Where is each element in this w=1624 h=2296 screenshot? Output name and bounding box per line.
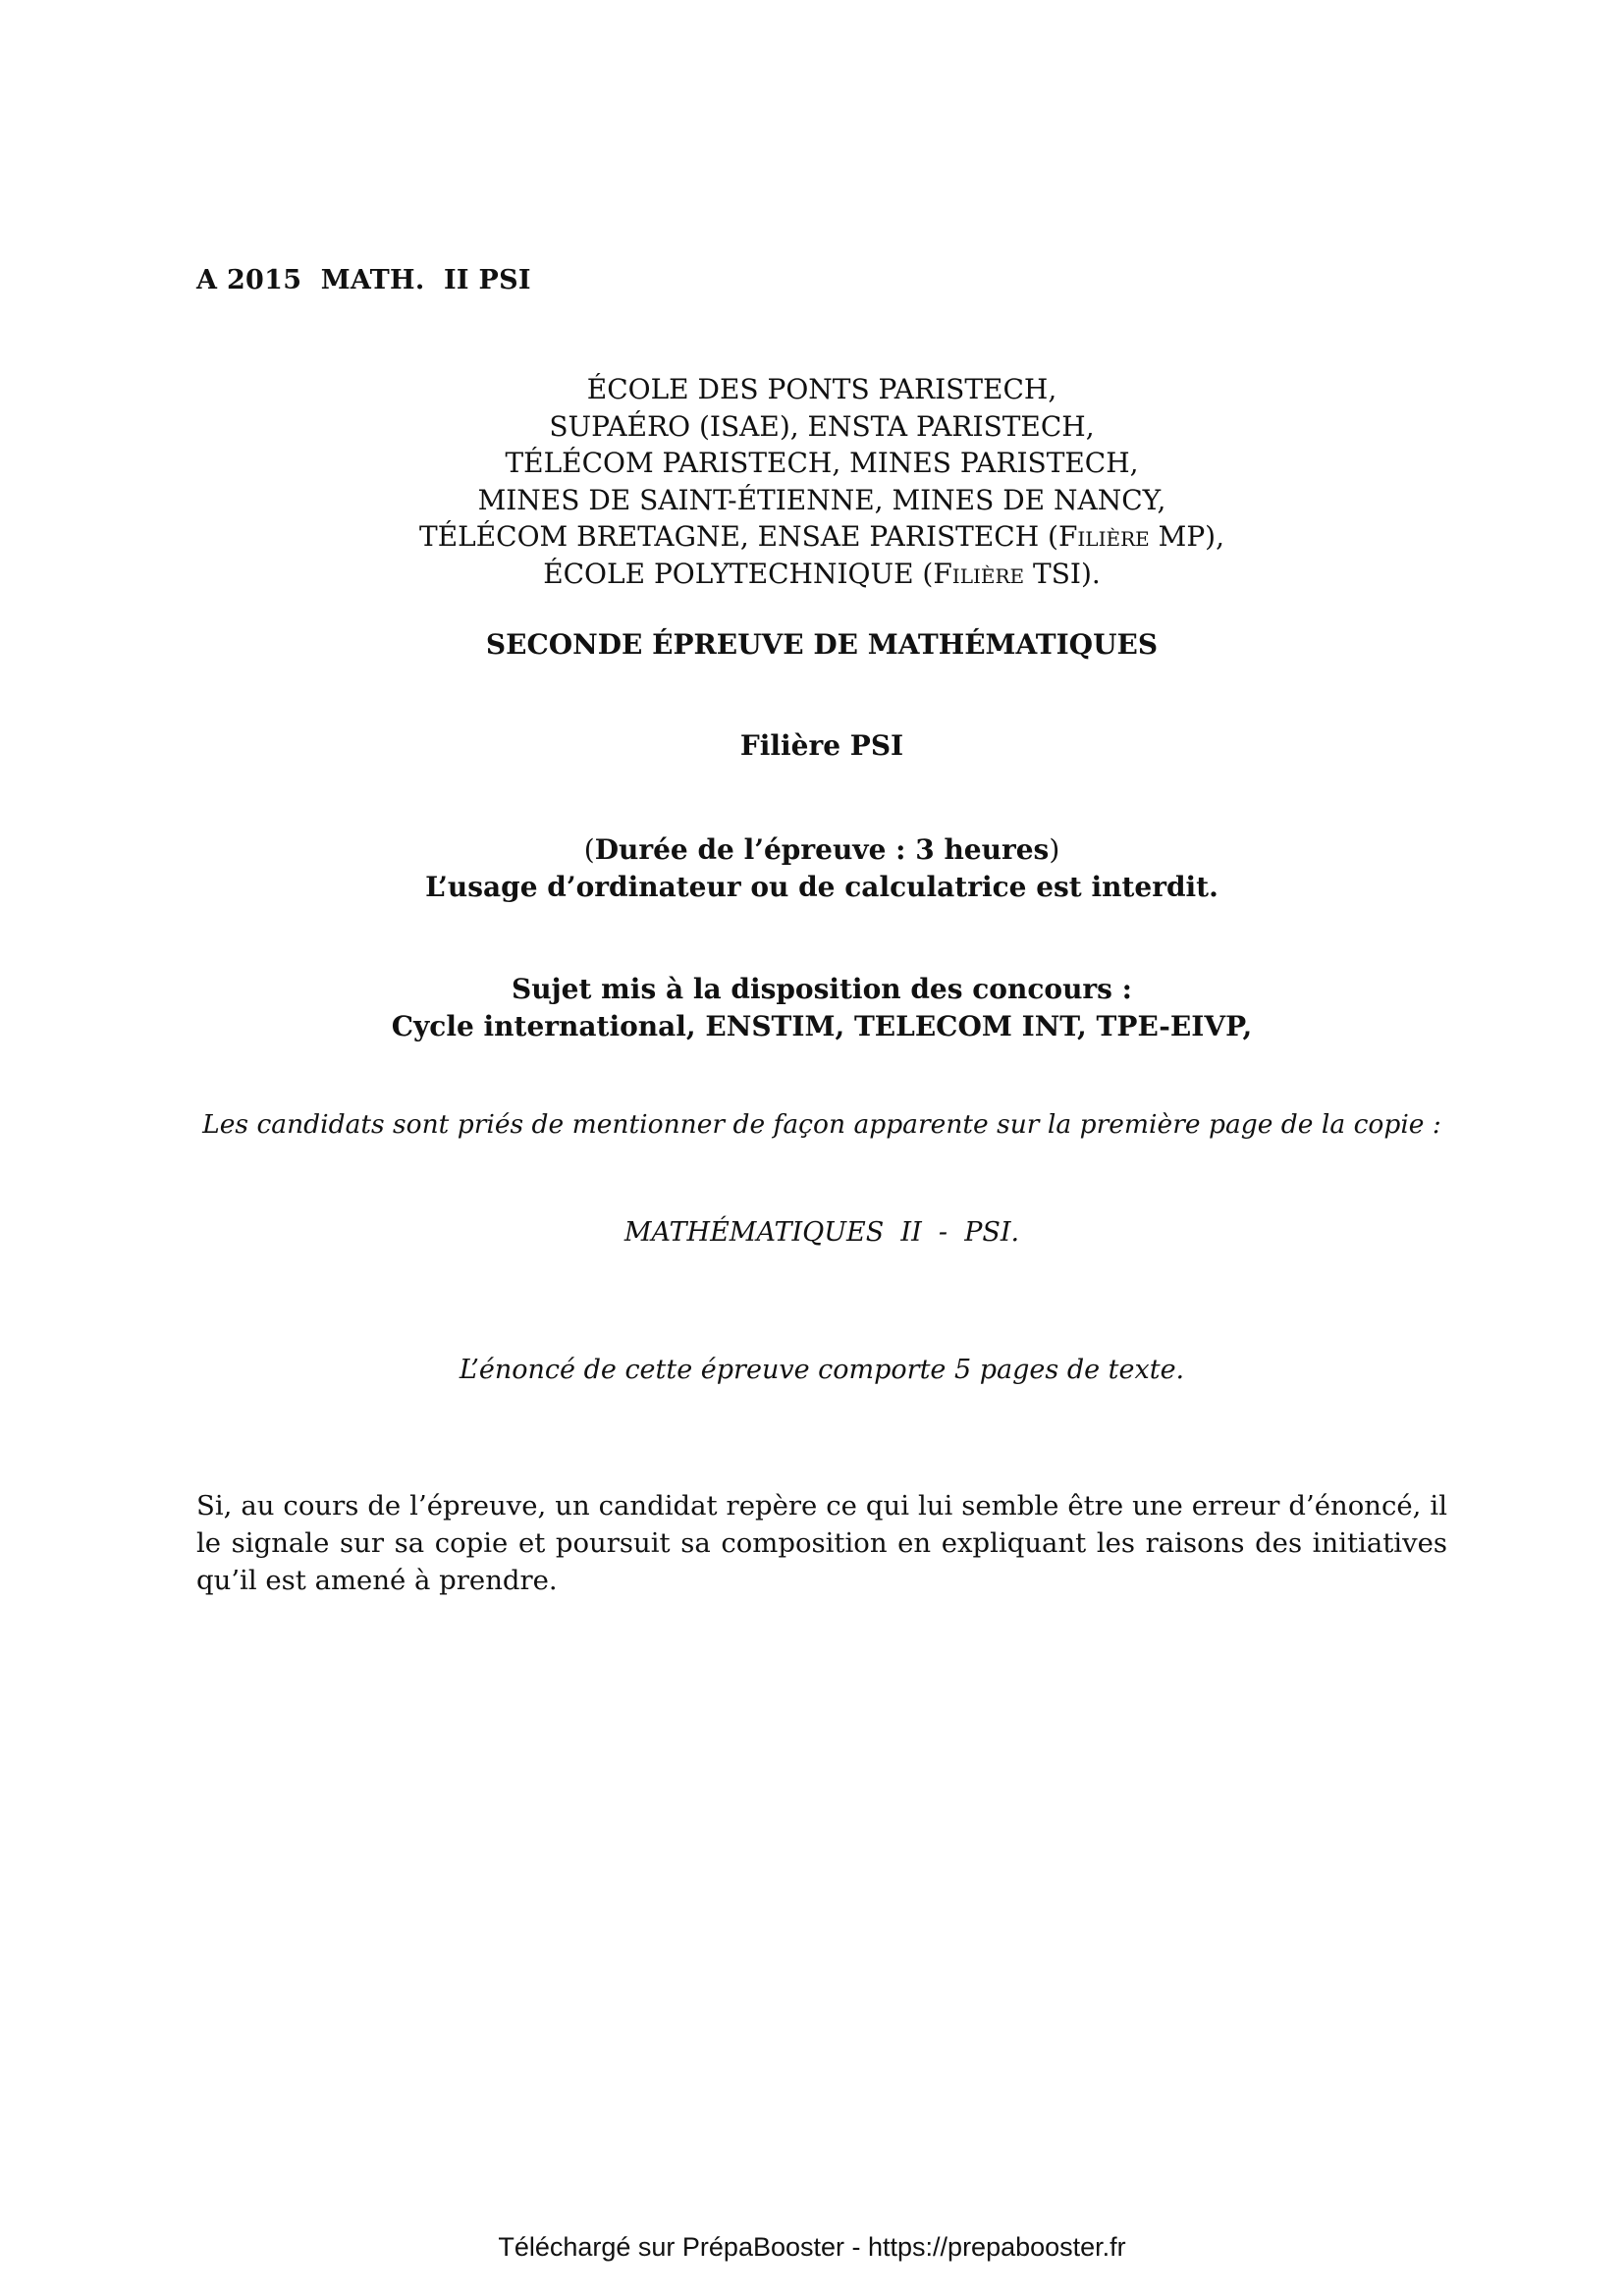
school-line-5-filiere: Filière: [1057, 520, 1150, 553]
school-line-6: [196, 556, 1447, 593]
school-line-1: ÉCOLE DES PONTS PARISTECH,: [586, 373, 1057, 405]
download-footer: Téléchargé sur PrépaBooster - https://prepabooster.fr: [498, 2232, 1126, 2262]
school-line-6-suffix: TSI).: [1024, 557, 1101, 590]
duration-open-paren: (: [583, 833, 595, 866]
exam-duration-block: [196, 831, 1447, 906]
error-notice: Si, au cours de l’épreuve, un candidat repère ce qui lui semble être une erreur d’énoncé, il le signale sur sa copie et poursuit sa composition en expliquant les raisons des initiatives qu’il est amené à prendre.: [196, 1490, 1447, 1596]
school-line-5-prefix: TÉLÉCOM BRETAGNE, ENSAE PARISTECH (: [419, 520, 1058, 553]
duration-text: Durée de l’épreuve : 3 heures: [594, 833, 1050, 866]
exam-duration: [196, 831, 1447, 869]
concours-line-2: Cycle international, ENSTIM, TELECOM INT, TPE-EIVP,: [391, 1010, 1253, 1042]
calculator-rule: L’usage d’ordinateur ou de calculatrice est interdit.: [425, 871, 1218, 903]
exam-filiere: Filière PSI: [739, 729, 904, 762]
school-line-4: MINES DE SAINT-ÉTIENNE, MINES DE NANCY,: [477, 483, 1166, 516]
exam-title: SECONDE ÉPREUVE DE MATHÉMATIQUES: [485, 628, 1159, 661]
school-line-5: [196, 518, 1447, 556]
mention-text: MATHÉMATIQUES II - PSI.: [623, 1217, 1020, 1248]
school-line-6-filiere: Filière: [933, 557, 1025, 590]
duration-close-paren: ): [1049, 833, 1060, 866]
school-line-3: TÉLÉCOM PARISTECH, MINES PARISTECH,: [505, 447, 1139, 479]
pages-note: L’énoncé de cette épreuve comporte 5 pages de texte.: [459, 1355, 1185, 1385]
exam-reference: A 2015 MATH. II PSI: [196, 265, 531, 295]
mention-request: Les candidats sont priés de mentionner de façon apparente sur la première page de la copie :: [202, 1109, 1441, 1140]
school-list: [196, 371, 1447, 592]
school-line-2: SUPAÉRO (ISAE), ENSTA PARISTECH,: [549, 409, 1095, 443]
concours-block: [196, 971, 1447, 1045]
concours-line-1: Sujet mis à la disposition des concours :: [511, 973, 1133, 1005]
school-line-5-suffix: MP),: [1149, 520, 1224, 553]
school-line-6-prefix: ÉCOLE POLYTECHNIQUE (: [543, 557, 934, 590]
